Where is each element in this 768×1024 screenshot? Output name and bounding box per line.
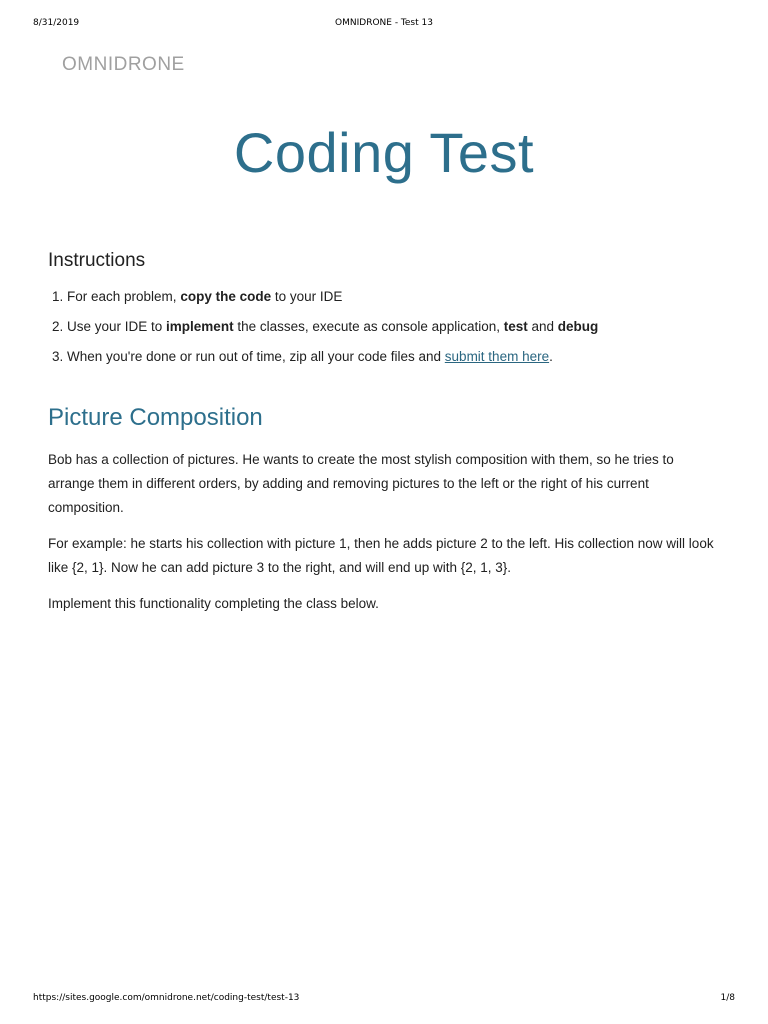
print-date: 8/31/2019 (33, 18, 80, 28)
step-text: to your IDE (271, 289, 343, 304)
paragraph: Bob has a collection of pictures. He wants to create the most stylish composition with them, so he tries to arrange them in different orders, by adding and removing pictures to the left or the right of his current composition. (48, 452, 674, 515)
site-name-link[interactable]: OMNIDRONE (62, 54, 185, 75)
section-heading: Picture Composition (48, 404, 263, 431)
paragraph: For example: he starts his collection with picture 1, then he adds picture 2 to the left. His collection now will look like {2, 1}. Now he can add picture 3 to the right, and will end up with {2, 1, 3}. (48, 536, 714, 575)
instructions-heading: Instructions (48, 250, 146, 271)
main-content (48, 248, 720, 616)
print-url: https://sites.google.com/omnidrone.net/coding-test/test-13 (33, 993, 300, 1003)
print-document-title: OMNIDRONE - Test 13 (335, 18, 433, 28)
list-item (67, 342, 720, 372)
step-text: . (549, 349, 553, 364)
step-emphasis: test (503, 319, 528, 334)
page-number: 1/8 (720, 993, 735, 1003)
step-text: Use your IDE to (67, 319, 167, 334)
print-header (33, 18, 735, 32)
paragraph: Implement this functionality completing the class below. (48, 596, 379, 611)
step-text: and (527, 319, 558, 334)
step-emphasis: copy the code (180, 289, 272, 304)
list-item (67, 282, 720, 312)
instructions-list (48, 282, 720, 372)
step-text: For each problem, (67, 289, 181, 304)
print-footer (33, 993, 735, 1007)
page-title: Coding Test (233, 121, 535, 184)
step-emphasis: implement (166, 319, 234, 334)
step-emphasis: debug (557, 319, 599, 334)
submit-link[interactable]: submit them here (444, 349, 550, 364)
list-item (67, 312, 720, 342)
step-text: the classes, execute as console application, (233, 319, 504, 334)
step-text: When you're done or run out of time, zip all your code files and (67, 349, 445, 364)
